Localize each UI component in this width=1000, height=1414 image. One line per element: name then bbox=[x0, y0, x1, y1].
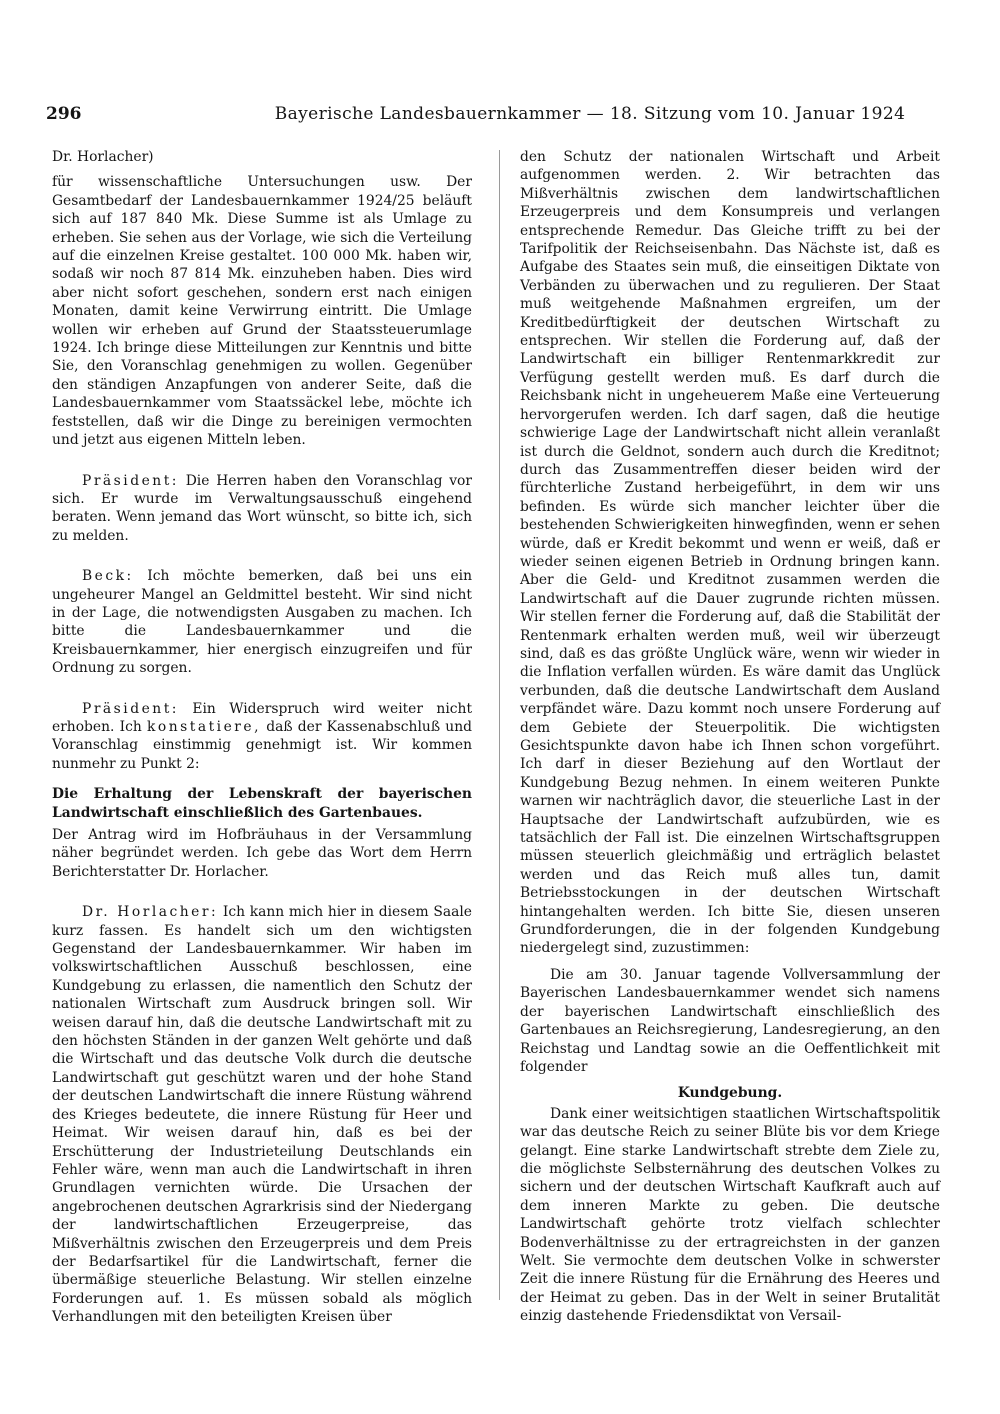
page-number: 296 bbox=[46, 104, 82, 124]
speech-text: daß der Kassenabschluß und Voranschlag einstimmig genehmigt ist. Wir kommen nunmehr zu Punkt 2: bbox=[52, 718, 472, 772]
paragraph: Dank einer weitsichtigen staatlichen Wirtschaftspolitik war das deutsche Reich zu seiner Blüte bis vor dem Kriege gelangt. Eine starke Landwirtschaft strebte dem Ziele zu, die möglichste Selbsternährung des deutschen Volkes zu sichern und der deutschen Wirtschaft Kaufkraft auch auf dem inneren Markte zu geben. Die deutsche Landwirtschaft gehörte trotz vielfach schlechter Bodenverhältnisse zu der ertragreichsten in der ganzen Welt. Sie vermochte dem deutschen Volke in schwerster Zeit die innere Rüstung für die Ernährung des Heeres und der Heimat zu geben. Das in der Welt in seiner Brutalität einzig dastehende Friedensdiktat von Versail- bbox=[520, 1105, 940, 1325]
paragraph bbox=[52, 903, 472, 1326]
paragraph: den Schutz der nationalen Wirtschaft und Arbeit aufgenommen werden. 2. Wir betrachten das Mißverhältnis zwischen dem landwirtschaftlichen Erzeugerpreis und dem Konsumpreis und verlangen entsprechende Remedur. Das Gleiche trifft zu bei der Tarifpolitik der Reichseisenbahn. Das Nächste ist, daß es Aufgabe des Staates sein muß, die einseitigen Diktate von Verbänden zu überwachen und zu regulieren. Der Staat muß weitgehende Maßnahmen ergreifen, um der Kreditbedürftigkeit der deutschen Wirtschaft zu entsprechen. Wir stellen die Forderung auf, daß der Landwirtschaft ein billiger Rentenmarkkredit zur Verfügung gestellt werden muß. Es darf durch die Reichsbank nicht in ungeheuerem Maße eine Verteuerung hervorgerufen werden. Ich darf sagen, daß die heutige schwierige Lage der Landwirtschaft nicht allein veranlaßt ist durch die Geldnot, sondern auch durch die Kreditnot; durch das Zusammentreffen dieser beiden wird der fürchterliche Zustand herbeigeführt, in dem wir uns befinden. Es würde sich mancher leichter über die bestehenden Schwierigkeiten hinwegfinden, wenn er sehen würde, daß er Kredit bekommt und wenn er weiß, daß er wieder seinen eigenen Betrieb in Ordnung bringen kann. Aber die Geld- und Kreditnot zusammen werden die Landwirtschaft auf die Dauer zugrunde richten müssen. Wir stellen ferner die Forderung auf, daß die Stabilität der Rentenmark erhalten werden muß, weil wir überzeugt sind, daß es das größte Unglück wäre, wenn wir wieder in die Inflation verfallen würden. Es wäre damit das Unglück verbunden, daß die deutsche Landwirtschaft dem Ausland verpfändet wäre. Dazu kommt noch unsere Forderung auf dem Gebiete der Steuerpolitik. Die wichtigsten Gesichtspunkte davon habe ich Ihnen schon vorgeführt. Ich darf in dieser Beziehung auf den Wortlaut der Kundgebung Bezug nehmen. In einem weiteren Punkte warnen wir nachträglich davor, die steuerliche Last in der Hauptsache der Landwirtschaft aufzubürden, wie es tatsächlich der Fall ist. Die einzelnen Wirtschaftsgruppen müssen steuerlich gleichmäßig und erträglich belastet werden und das Reich muß alles tun, damit Betriebsstockungen in der deutschen Wirtschaft hintangehalten werden. Ich bitte Sie, diesen unseren Grundforderungen, die in der folgenden Kundgebung niedergelegt sind, zuzustimmen: bbox=[520, 149, 940, 957]
speech-text: Ich möchte bemerken, daß bei uns ein ungeheurer Mangel an Geldmittel besteht. Wir sind nicht in der Lage, die notwendigsten Ausgaben zu machen. Ich bitte die Landesbauernkammer und die Kreisbauernkammer, hier energisch einzugreifen und für Ordnung zu sorgen. bbox=[52, 568, 473, 677]
paragraph bbox=[52, 472, 472, 546]
agenda-item-heading: Die Erhaltung der Lebenskraft der bayerischen Landwirtschaft einschließlich des Gartenbaues. bbox=[52, 786, 472, 821]
speech-text: Ich kann mich hier in diesem Saale kurz fassen. Es handelt sich um den wichtigsten Gegenstand der Landesbauernkammer. Wir haben im volkswirtschaftlichen Ausschuß beschlossen, eine Kundgebung zu erlassen, die namentlich den Schutz der nationalen Wirtschaft zum Ausdruck bringen soll. Wir weisen darauf hin, daß die deutsche Landwirtschaft mit zu den höchsten Ständen in der ganzen Welt gehörte und daß die Wirtschaft und das deutsche Volk durch die deutsche Landwirtschaft gut geschützt waren und der hohe Stand der deutschen Landwirtschaft die innere Rüstung während des Krieges bedeutete, die innere Rüstung für Heer und Heimat. Wir weisen darauf hin, daß es bei der Erschütterung der Industrieteilung Deutschlands ein Fehler wäre, wenn man auch die Landwirtschaft in ihren Grundlagen vernichten würde. Die Ursachen der angebrochenen deutschen Agrarkrisis sind der Niedergang der landwirtschaftlichen Erzeugerpreise, das Mißverhältnis zwischen den Erzeugerpreis und dem Preis der Bedarfsartikel für die Landwirtschaft, ferner die übermäßige steuerliche Belastung. Wir stellen einzelne Forderungen auf. 1. Es müssen sobald als möglich Verhandlungen mit den beteiligten Kreisen über bbox=[52, 904, 472, 1326]
paragraph bbox=[52, 700, 472, 774]
speaker-name: Dr. Horlacher: bbox=[82, 904, 219, 921]
left-column bbox=[52, 148, 472, 1327]
speaker-continuation: Dr. Horlacher) bbox=[52, 149, 154, 165]
speech-text: Ein Widerspruch wird weiter nicht erhoben. Ich bbox=[52, 700, 473, 735]
speaker-name: Beck: bbox=[82, 568, 134, 585]
paragraph bbox=[52, 567, 472, 677]
emphasized-word: konstatiere, bbox=[147, 718, 261, 735]
speaker-name: Präsident: bbox=[82, 472, 179, 489]
page-header bbox=[46, 104, 954, 128]
paragraph: für wissenschaftliche Untersuchungen usw. Der Gesamtbedarf der Landesbauernkammer 1924/25 beläuft sich auf 187 840 Mk. Diese Summe ist als Umlage zu erheben. Sie sehen aus der Vorlage, wie sich die Verteilung auf die einzelnen Kreise gestaltet. 100 000 Mk. haben wir, sodaß wir noch 87 814 Mk. einzuheben haben. Dies wird aber nicht sofort geschehen, sondern erst nach einigen Monaten, damit keine Verwirrung eintritt. Die Umlage wollen wir erheben auf Grund der Staatssteuerumlage 1924. Ich bringe diese Mitteilungen zur Kenntnis und bitte Sie, den Voranschlag genehmigen zu wollen. Gegenüber den ständigen Anzapfungen von anderer Seite, daß die Landesbauernkammer vom Staatssäckel lebe, möchte ich feststellen, daß wir die Dinge zu bereinigen vermochten und jetzt aus eigenen Mitteln leben. bbox=[52, 174, 472, 449]
speaker-name: Präsident: bbox=[82, 700, 179, 717]
paragraph: Der Antrag wird im Hofbräuhaus in der Versammlung näher begründet werden. Ich gebe das Wort dem Herrn Berichterstatter Dr. Horlacher. bbox=[52, 827, 472, 880]
paragraph: Die am 30. Januar tagende Vollversammlung der Bayerischen Landesbauernkammer wendet sich namens der bayerischen Landwirtschaft einschließlich des Gartenbaues an Reichsregierung, Landesregierung, an den Reichstag und Landtag sowie an die Oeffentlichkeit mit folgender bbox=[520, 966, 940, 1075]
right-column bbox=[520, 148, 940, 1326]
running-title: Bayerische Landesbauernkammer — 18. Sitzung vom 10. Januar 1924 bbox=[274, 104, 906, 124]
column-divider bbox=[499, 150, 500, 1300]
section-heading: Kundgebung. bbox=[677, 1085, 783, 1102]
speech-text: Die Herren haben den Voranschlag vor sich. Er wurde im Verwaltungsausschuß eingehend beraten. Wenn jemand das Wort wünscht, so bitte ich, sich zu melden. bbox=[52, 472, 472, 544]
